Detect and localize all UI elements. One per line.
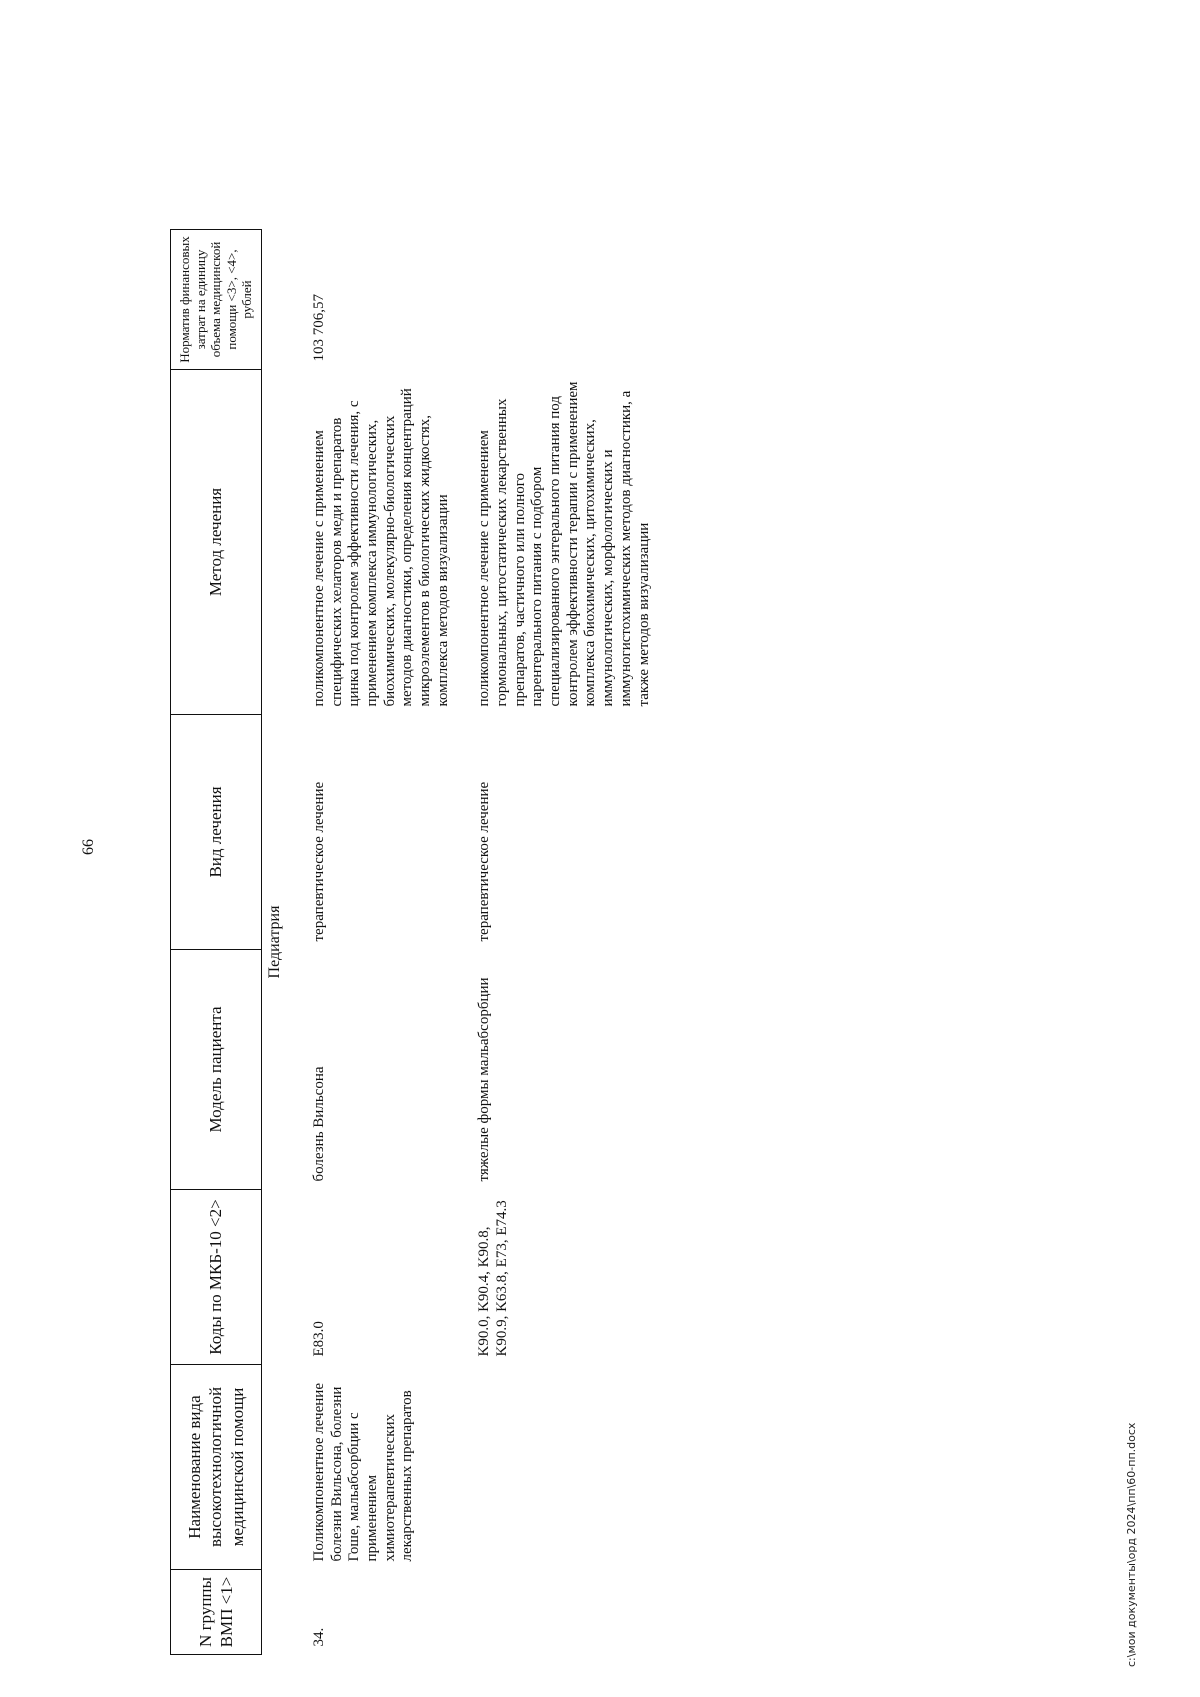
cell-icd-codes: E83.0 (310, 1321, 327, 1357)
section-row (261, 5, 304, 1655)
table-row (305, 5, 459, 1655)
cell-cost-norm (458, 230, 659, 370)
vmp-table (170, 5, 659, 1656)
table-row (458, 5, 659, 1655)
cell-vmp-name: Поликомпонентное лечение болезни Вильсона, болезни Гоше, мальабсорбции с применением химиотерапевтических лекарственных препаратов (310, 1383, 416, 1562)
header-icd-codes: Коды по МКБ-10 <2> (171, 1190, 262, 1365)
footer-file-path: c:\мои документы\орд 2024\пп\60-пп.docx (1125, 1422, 1138, 1667)
header-group-number: N группы ВМП <1> (171, 1570, 262, 1655)
cell-group-number: 34. (310, 1627, 327, 1647)
cell-patient-model: болезнь Вильсона (310, 1066, 327, 1182)
header-spacer (171, 5, 262, 230)
section-spacer (261, 5, 304, 230)
page-number: 66 (80, 839, 97, 855)
cell-treatment-method: поликомпонентное лечение с применением специфических хелаторов меди и препаратов цинка под контролем эффективности лечения, с применением комплекса иммунологических, биохимических, молекулярно-биологических методов диагностики, определения концентраций микроэлементов в биологических жидкостях, комплекса методов визуализации (310, 388, 451, 707)
cell-spacer (305, 5, 459, 230)
cell-patient-model: тяжелые формы мальабсорбции (476, 977, 493, 1182)
section-title: Педиатрия (265, 905, 283, 979)
cell-treatment-type: терапевтическое лечение (310, 781, 327, 942)
cell-treatment-method: поликомпонентное лечение с применением гормональных, цитостатических лекарственных препаратов, частичного или полного парентерального питания с подбором специализированного энтерального питания под контролем эффективности терапии с применением комплекса биохимических, цитохимических, иммунологических, морфологических и иммуногистохимических методов диагностики, а также методов визуализации (476, 381, 652, 707)
cell-icd-codes: K90.0, K90.4, K90.8, K90.9, K63.8, E73, E74.3 (476, 1200, 511, 1357)
cell-group-number (458, 1570, 659, 1655)
header-patient-model: Модель пациента (171, 950, 262, 1190)
cell-treatment-type: терапевтическое лечение (476, 781, 493, 942)
header-treatment-type: Вид лечения (171, 715, 262, 950)
header-cost-norm: Норматив финансовых затрат на единицу объема медицинской помощи <3>, <4>, рублей (171, 230, 262, 370)
cell-spacer (458, 5, 659, 230)
header-vmp-name: Наименование вида высокотехнологичной медицинской помощи (171, 1365, 262, 1570)
cell-vmp-name (458, 1365, 659, 1570)
table-header-row (171, 5, 262, 1655)
cell-cost-norm: 103 706,57 (310, 294, 327, 362)
header-treatment-method: Метод лечения (171, 370, 262, 715)
